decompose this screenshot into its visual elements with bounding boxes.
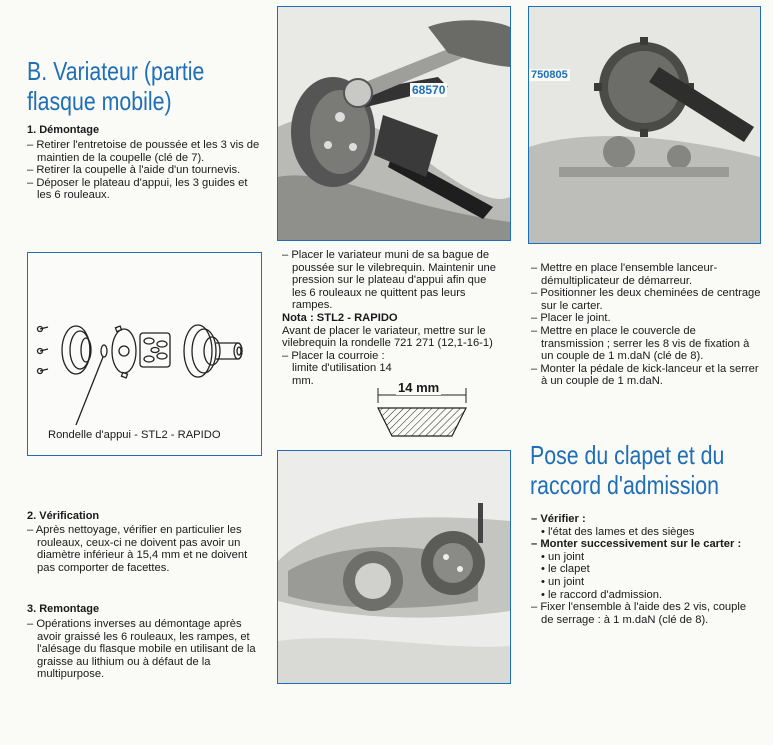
remontage-text <box>27 618 261 681</box>
verify-label: – Vérifier : <box>531 513 586 525</box>
photo-variator-tool <box>277 6 511 241</box>
belt-section-diagram <box>370 378 480 448</box>
section-title-variateur: B. Variateur (partie flasque mobile) <box>27 56 205 116</box>
section-title-clapet: Pose du clapet et du raccord d'admission <box>530 440 725 500</box>
tool-ref-label: 68570 <box>412 83 446 97</box>
verification-paragraph: – Après nettoyage, vérifier en particulier les rouleaux, ceux-ci ne doivent pas avoir un diamètre inférieur à 15,4 mm et ne doivent pas comporter de facettes. <box>27 524 248 574</box>
heading-verification: 2. Vérification <box>27 510 100 522</box>
tool-ref-label: 750805 <box>531 69 568 81</box>
verification-text <box>27 524 261 574</box>
belt-paragraph: – Placer la courroie : limite d'utilisation 14 mm. <box>282 349 392 387</box>
variator-exploded-illustration <box>28 253 261 455</box>
fix-paragraph: – Fixer l'ensemble à l'aide des 2 vis, couple de serrage : à 1 m.daN (clé de 8). <box>531 601 747 626</box>
variator-photo-illustration <box>278 7 510 240</box>
reassembly-item: – Mettre en place l'ensemble lanceur-démultiplicateur de démarreur. <box>531 262 718 287</box>
reassembly-item: – Monter la pédale de kick-lanceur et la serrer à un couple de 1 m.daN. <box>531 362 759 388</box>
remontage-paragraph: – Opérations inverses au démontage après avoir graissé les 6 rouleaux, les rampes, et l'alésage du flasque mobile en utilisant de la graisse au lithium ou à défaut de la multipurpose. <box>27 618 256 681</box>
demontage-item: – Retirer la coupelle à l'aide d'un tournevis. <box>27 164 241 177</box>
mount-item: • un joint <box>541 575 585 588</box>
photo-starter-gear <box>528 6 761 244</box>
mount-item: • le clapet <box>541 563 590 576</box>
screw-icon <box>38 327 49 332</box>
clapet-instructions <box>531 513 761 626</box>
demontage-item: – Déposer le plateau d'appui, les 3 guides et les 6 rouleaux. <box>27 176 248 202</box>
demontage-list <box>27 139 262 202</box>
nota-label: Nota : STL2 - RAPIDO <box>282 311 398 324</box>
crankcase-photo-illustration <box>278 451 510 683</box>
reassembly-item: – Placer le joint. <box>531 312 611 325</box>
reassembly-list <box>531 262 761 388</box>
heading-remontage: 3. Remontage <box>27 603 100 615</box>
diagram-caption: Rondelle d'appui - STL2 - RAPIDO <box>48 429 221 441</box>
variator-install-text <box>282 249 497 388</box>
belt-width-label: 14 mm <box>398 380 440 395</box>
screw-icon <box>38 349 49 354</box>
reassembly-item: – Positionner les deux cheminées de centrage sur le carter. <box>531 287 761 312</box>
mount-item: • le raccord d'admission. <box>541 588 663 601</box>
nota-paragraph: Avant de placer le variateur, mettre sur le vilebrequin la rondelle 721 271 (12,1-16-1) <box>282 324 493 350</box>
screw-icon <box>38 369 49 374</box>
exploded-diagram <box>27 252 262 456</box>
mount-label: – Monter successivement sur le carter : <box>531 538 742 551</box>
heading-demontage: 1. Démontage <box>27 124 100 136</box>
demontage-item: – Retirer l'entretoise de poussée et les 3 vis de maintien de la coupelle (clé de 7). <box>27 139 260 164</box>
verify-item: • l'état des lames et des sièges <box>541 525 695 538</box>
starter-gear-illustration <box>529 7 760 243</box>
reassembly-item: – Mettre en place le couvercle de transmission ; serrer les 8 vis de fixation à un couple de 1 m.daN (clé de 8). <box>531 324 750 363</box>
install-paragraph: – Placer le variateur muni de sa bague de poussée sur le vilebrequin. Maintenir une pression sur le plateau d'appui afin que les 6 rouleaux ne quittent pas leurs rampes. <box>282 249 496 312</box>
photo-crankcase <box>277 450 511 684</box>
mount-item: • un joint <box>541 550 585 563</box>
